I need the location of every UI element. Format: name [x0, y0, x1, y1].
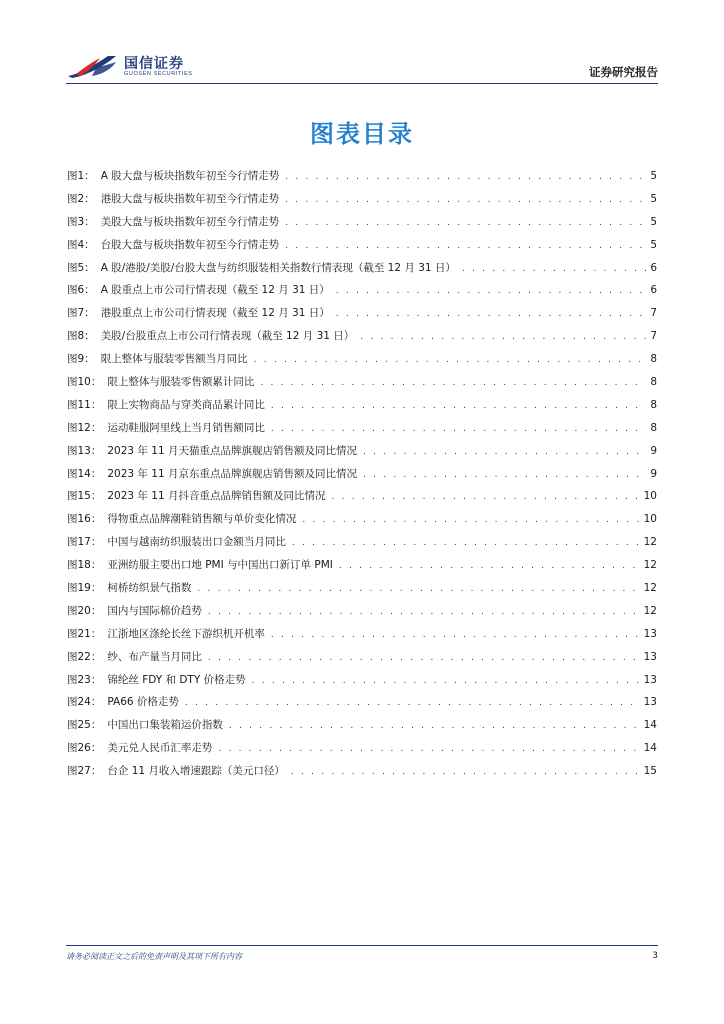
toc-entry-page: 8: [650, 398, 657, 411]
toc-entry-page: 15: [643, 765, 657, 778]
toc-entry-title: 运动鞋服阿里线上当月销售额同比: [107, 421, 265, 434]
toc-entry-label: 图13：: [67, 444, 102, 457]
guosen-logo-icon: [66, 54, 118, 78]
toc-entry[interactable]: [67, 626, 657, 649]
toc-entry-label: 图7：: [67, 307, 95, 320]
toc-entry[interactable]: [67, 694, 657, 717]
toc-entry[interactable]: [67, 763, 657, 786]
toc-leader-dots: [246, 676, 640, 686]
toc-entry-title: 国内与国际棉价趋势: [107, 604, 202, 617]
toc-entry[interactable]: [67, 511, 657, 534]
toc-leader-dots: [279, 195, 646, 205]
toc-leader-dots: [330, 286, 647, 296]
toc-leader-dots: [357, 470, 646, 480]
toc-entry-title: 锦纶丝 FDY 和 DTY 价格走势: [107, 673, 246, 686]
toc-entry-label: 图1：: [67, 170, 95, 182]
toc-entry-label: 图12：: [67, 421, 102, 434]
toc-leader-dots: [265, 424, 646, 434]
toc-leader-dots: [212, 744, 639, 754]
toc-leader-dots: [357, 447, 646, 457]
toc-entry-page: 8: [650, 376, 657, 389]
toc-entry[interactable]: [67, 740, 657, 763]
toc-entry-title: A 股大盘与板块指数年初至今行情走势: [100, 170, 280, 182]
toc-entry-page: 10: [643, 513, 657, 526]
toc-entry-label: 图26：: [67, 742, 102, 755]
toc-leader-dots: [333, 561, 640, 571]
toc-leader-dots: [265, 401, 646, 411]
toc-entry-label: 图25：: [67, 719, 102, 732]
toc-entry-label: 图19：: [67, 582, 102, 595]
toc-entry-label: 图5：: [67, 261, 95, 274]
toc-entry-title: 限上实物商品与穿类商品累计同比: [107, 398, 265, 411]
toc-entry-label: 图22：: [67, 650, 102, 663]
toc-entry-title: 亚洲纺服主要出口地 PMI 与中国出口新订单 PMI: [107, 559, 333, 572]
toc-entry-title: 中国与越南纺织服装出口金额当月同比: [107, 536, 286, 549]
toc-entry-page: 13: [643, 696, 657, 709]
report-header: [66, 50, 658, 86]
toc-entry-page: 8: [650, 353, 657, 366]
toc-entry-title: 限上整体与服装零售额当月同比: [100, 353, 248, 366]
toc-entry-label: 图16：: [67, 513, 102, 526]
toc-entry-page: 12: [643, 536, 657, 549]
page-title: 图表目录: [310, 120, 414, 148]
toc-entry-title: 中国出口集装箱运价指数: [107, 719, 223, 732]
toc-entry[interactable]: [67, 649, 657, 672]
toc-entry[interactable]: [67, 717, 657, 740]
toc-entry-page: 9: [650, 467, 657, 480]
toc-entry-label: 图15：: [67, 490, 102, 503]
toc-entry[interactable]: [67, 397, 657, 420]
toc-leader-dots: [223, 721, 640, 731]
toc-entry-title: 2023 年 11 月天猫重点品牌旗舰店销售额及同比情况: [107, 444, 357, 457]
footer-divider: [66, 945, 658, 946]
toc-entry-title: 2023 年 11 月京东重点品牌旗舰店销售额及同比情况: [107, 467, 357, 480]
toc-entry-page: 13: [643, 650, 657, 663]
toc-leader-dots: [265, 630, 640, 640]
toc-entry[interactable]: [67, 580, 657, 603]
toc-entry-page: 7: [650, 307, 657, 320]
toc-entry-label: 图6：: [67, 284, 95, 297]
toc-leader-dots: [286, 538, 640, 548]
toc-entry-label: 图9：: [67, 353, 95, 366]
toc-entry-title: 台企 11 月收入增速跟踪（美元口径）: [107, 765, 285, 778]
toc-entry[interactable]: [67, 420, 657, 443]
figure-toc: [67, 168, 657, 786]
toc-entry-page: 12: [643, 604, 657, 617]
toc-entry-label: 图3：: [67, 215, 95, 228]
report-type-label: 证券研究报告: [589, 65, 658, 79]
toc-entry[interactable]: [67, 282, 657, 305]
toc-entry-label: 图21：: [67, 627, 102, 640]
toc-entry[interactable]: [67, 374, 657, 397]
toc-entry-label: 图4：: [67, 238, 95, 251]
toc-entry-title: PA66 价格走势: [107, 696, 179, 709]
toc-entry[interactable]: [67, 168, 657, 191]
header-divider: [66, 83, 658, 84]
toc-leader-dots: [254, 378, 646, 388]
footer-disclaimer: 请务必阅读正文之后的免责声明及其项下所有内容: [66, 952, 242, 961]
toc-entry[interactable]: [67, 237, 657, 260]
toc-entry-label: 图18：: [67, 559, 102, 572]
toc-entry-page: 5: [650, 170, 657, 182]
toc-entry-page: 7: [650, 330, 657, 343]
toc-entry-page: 8: [650, 421, 657, 434]
toc-entry-title: 港股重点上市公司行情表现（截至 12 月 31 日）: [100, 307, 330, 320]
toc-entry-page: 12: [643, 559, 657, 572]
logo-text-en: GUOSEN SECURITIES: [124, 71, 193, 77]
toc-entry-title: 美股/台股重点上市公司行情表现（截至 12 月 31 日）: [100, 330, 355, 343]
toc-entry[interactable]: [67, 191, 657, 214]
toc-leader-dots: [179, 698, 640, 708]
toc-leader-dots: [354, 332, 646, 342]
toc-entry-label: 图17：: [67, 536, 102, 549]
toc-entry-title: 美元兑人民币汇率走势: [107, 742, 213, 755]
toc-entry-page: 14: [643, 742, 657, 755]
toc-entry-title: 纱、布产量当月同比: [107, 650, 202, 663]
toc-entry[interactable]: [67, 443, 657, 466]
toc-entry-page: 6: [650, 284, 657, 297]
toc-entry-page: 13: [643, 627, 657, 640]
toc-entry-label: 图24：: [67, 696, 102, 709]
page-number: 3: [652, 951, 658, 961]
toc-entry-title: 港股大盘与板块指数年初至今行情走势: [100, 192, 280, 205]
toc-entry-title: 江浙地区涤纶长丝下游织机开机率: [107, 627, 265, 640]
toc-leader-dots: [191, 584, 639, 594]
toc-entry-label: 图14：: [67, 467, 102, 480]
toc-leader-dots: [285, 767, 640, 777]
toc-entry[interactable]: [67, 214, 657, 237]
toc-leader-dots: [296, 515, 639, 525]
toc-leader-dots: [456, 264, 646, 274]
toc-entry-page: 5: [650, 192, 657, 205]
toc-entry[interactable]: [67, 328, 657, 351]
toc-entry-title: 美股大盘与板块指数年初至今行情走势: [100, 215, 280, 228]
toc-leader-dots: [279, 241, 646, 251]
toc-entry[interactable]: [67, 305, 657, 328]
toc-entry-page: 13: [643, 673, 657, 686]
toc-leader-dots: [279, 172, 646, 182]
toc-entry-page: 9: [650, 444, 657, 457]
toc-entry-page: 6: [650, 261, 657, 274]
toc-entry-page: 5: [650, 215, 657, 228]
toc-entry[interactable]: [67, 466, 657, 489]
toc-entry[interactable]: [67, 603, 657, 626]
toc-entry-label: 图11：: [67, 398, 102, 411]
toc-entry-label: 图27：: [67, 765, 102, 778]
toc-entry-title: 柯桥纺织景气指数: [107, 582, 192, 595]
toc-entry-page: 10: [643, 490, 657, 503]
toc-entry-page: 5: [650, 238, 657, 251]
toc-entry-page: 14: [643, 719, 657, 732]
toc-leader-dots: [330, 309, 647, 319]
toc-entry-label: 图23：: [67, 673, 102, 686]
toc-entry[interactable]: [67, 557, 657, 580]
toc-entry[interactable]: [67, 488, 657, 511]
toc-entry-title: A 股/港股/美股/台股大盘与纺织服装相关指数行情表现（截至 12 月 31 日）: [100, 261, 456, 274]
toc-entry-title: 2023 年 11 月抖音重点品牌销售额及同比情况: [107, 490, 326, 503]
toc-entry-page: 12: [643, 582, 657, 595]
toc-leader-dots: [248, 355, 647, 365]
guosen-logo: [66, 50, 206, 82]
logo-text-cn: 国信证券: [124, 56, 184, 72]
toc-entry-label: 图8：: [67, 330, 95, 343]
toc-entry-label: 图20：: [67, 604, 102, 617]
toc-leader-dots: [279, 218, 646, 228]
toc-leader-dots: [202, 607, 640, 617]
toc-entry-title: 得物重点品牌潮鞋销售额与单价变化情况: [107, 513, 297, 526]
toc-entry[interactable]: [67, 534, 657, 557]
toc-entry-label: 图10：: [67, 376, 102, 389]
toc-entry[interactable]: [67, 672, 657, 695]
toc-entry[interactable]: [67, 260, 657, 283]
toc-leader-dots: [202, 653, 640, 663]
toc-entry-title: A 股重点上市公司行情表现（截至 12 月 31 日）: [100, 284, 330, 297]
toc-entry-label: 图2：: [67, 192, 95, 205]
toc-entry-title: 限上整体与服装零售额累计同比: [107, 376, 255, 389]
toc-entry-title: 台股大盘与板块指数年初至今行情走势: [100, 238, 280, 251]
toc-leader-dots: [325, 492, 639, 502]
toc-entry[interactable]: [67, 351, 657, 374]
